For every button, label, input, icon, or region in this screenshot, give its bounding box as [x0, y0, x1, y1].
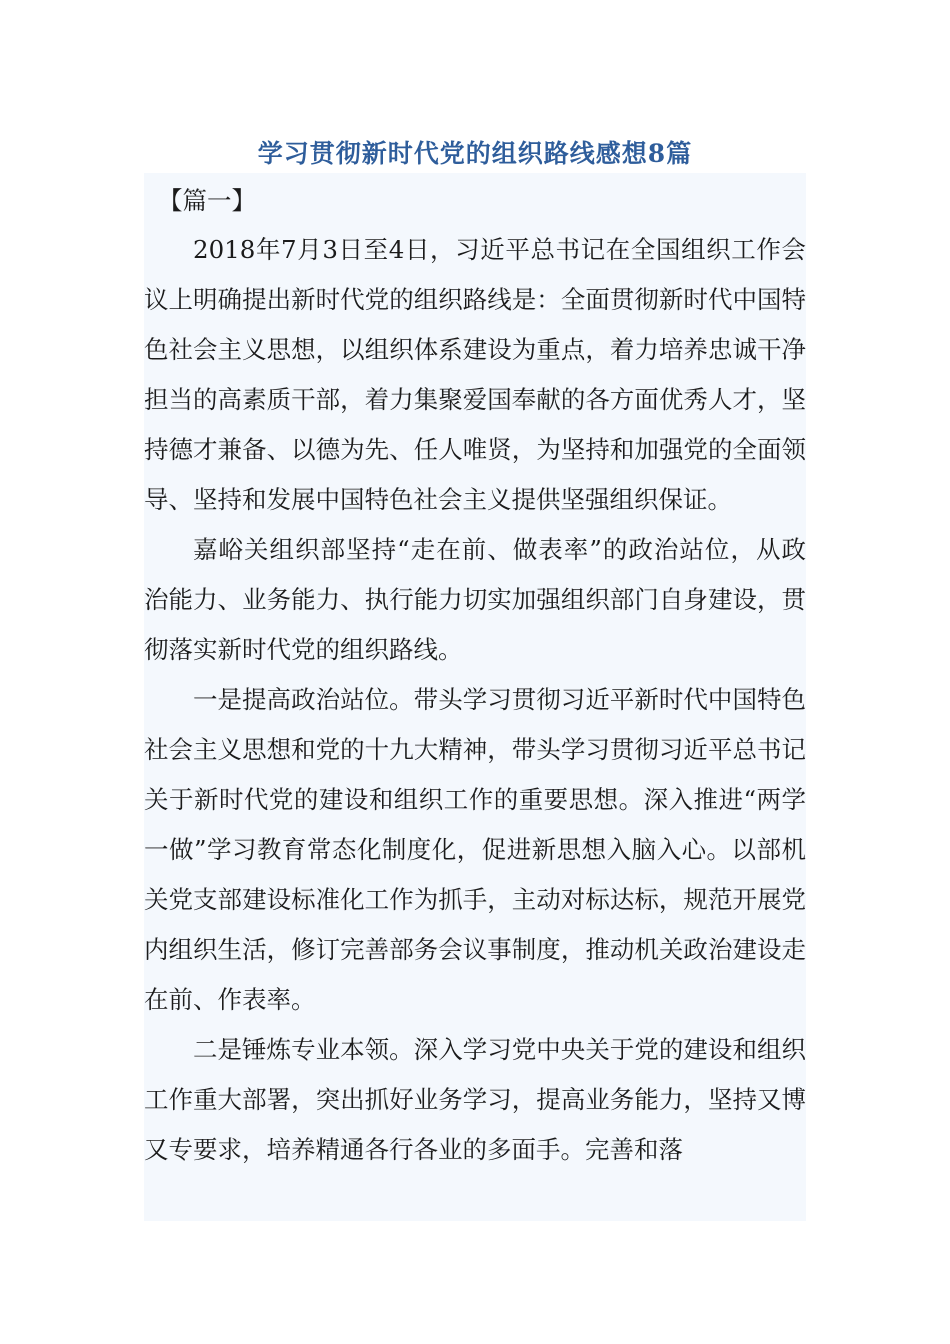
section-label: 【篇一】 [158, 186, 256, 215]
paragraph-4: 二是锤炼专业本领。深入学习党中央关于党的建设和组织工作重大部署，突出抓好业务学习，提高业务能力，坚持又博又专要求，培养精通各行各业的多面手。完善和落 [144, 1035, 806, 1164]
paragraph-3: 一是提高政治站位。带头学习贯彻习近平新时代中国特色社会主义思想和党的十九大精神，带头学习贯彻习近平总书记关于新时代党的建设和组织工作的重要思想。深入推进“两学一做”学习教育常态化制度化，促进新思想入脑入心。以部机关党支部建设标准化工作为抓手，主动对标达标，规范开展党内组织生活，修订完善部务会议事制度，推动机关政治建设走在前、作表率。 [144, 685, 806, 1014]
document-body [144, 173, 806, 1221]
document-title: 学习贯彻新时代党的组织路线感想8篇 [257, 139, 693, 168]
paragraph-1: 2018年7月3日至4日，习近平总书记在全国组织工作会议上明确提出新时代党的组织路线是：全面贯彻新时代中国特色社会主义思想，以组织体系建设为重点，着力培养忠诚干净担当的高素质干部，着力集聚爱国奉献的各方面优秀人才，坚持德才兼备、以德为先、任人唯贤，为坚持和加强党的全面领导、坚持和发展中国特色社会主义提供坚强组织保证。 [144, 235, 806, 514]
paragraph-2: 嘉峪关组织部坚持“走在前、做表率”的政治站位，从政治能力、业务能力、执行能力切实加强组织部门自身建设，贯彻落实新时代党的组织路线。 [144, 535, 806, 664]
